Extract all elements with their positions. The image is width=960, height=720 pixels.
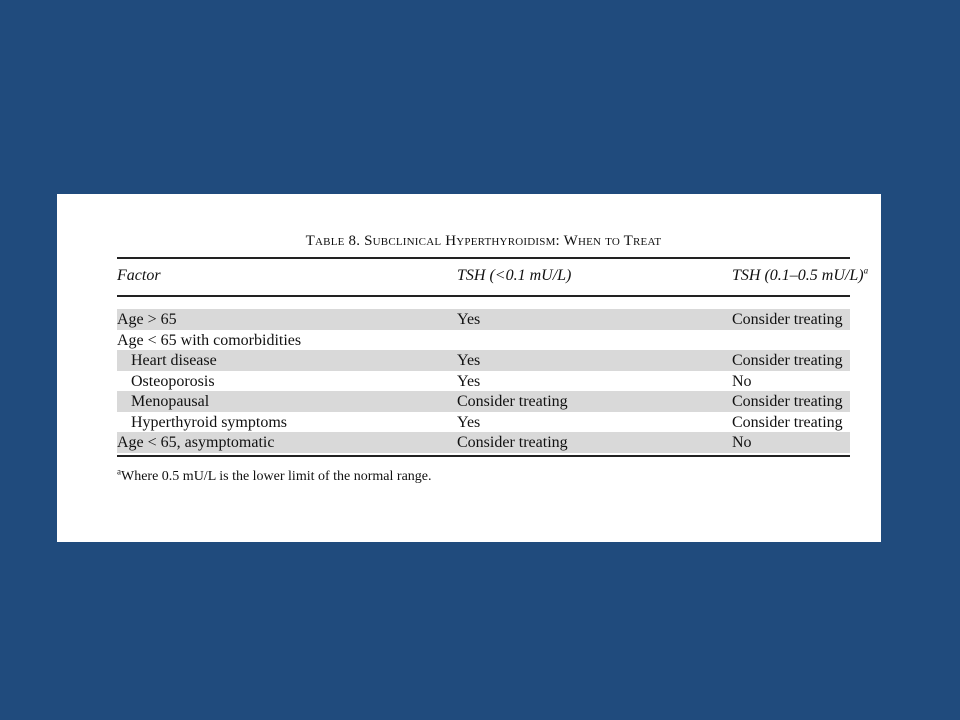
cell-factor: Age < 65, asymptomatic <box>117 434 275 451</box>
table-8 <box>117 230 869 485</box>
table-row <box>117 432 850 453</box>
cell-tsh-mid: Consider treating <box>732 393 843 410</box>
header-tsh-low: TSH (<0.1 mU/L) <box>457 267 572 284</box>
header-factor: Factor <box>117 267 161 284</box>
table-row <box>117 412 850 433</box>
cell-tsh-low: Yes <box>457 352 481 369</box>
cell-tsh-low: Consider treating <box>457 393 568 410</box>
cell-factor: Menopausal <box>131 393 210 410</box>
table-row <box>117 330 850 351</box>
cell-tsh-low: Yes <box>457 372 481 390</box>
cell-tsh-low: Yes <box>457 413 481 431</box>
cell-factor: Osteoporosis <box>131 372 215 390</box>
table-row <box>117 391 850 412</box>
cell-tsh-mid: Consider treating <box>732 311 843 328</box>
cell-tsh-mid: No <box>732 372 752 390</box>
header-tsh-mid <box>732 267 868 285</box>
cell-factor: Age < 65 with comorbidities <box>117 331 302 349</box>
table-row <box>117 371 850 392</box>
header-tsh-mid-label: TSH (0.1–0.5 mU/L) <box>732 267 864 284</box>
table-row <box>117 350 850 371</box>
table-bottom-rule <box>117 455 850 457</box>
cell-tsh-low: Consider treating <box>457 434 568 451</box>
table-body <box>117 297 850 455</box>
cell-tsh-mid: No <box>732 434 752 451</box>
table-footnote <box>117 465 850 485</box>
cell-factor: Age > 65 <box>117 311 177 328</box>
footnote-mark: a <box>117 465 121 476</box>
table-caption <box>117 230 850 252</box>
cell-tsh-mid: Consider treating <box>732 352 843 369</box>
cell-tsh-low: Yes <box>457 311 481 328</box>
slide-content-panel <box>57 194 881 542</box>
header-tsh-mid-footnote-mark: a <box>863 265 869 276</box>
footnote-text: Where 0.5 mU/L is the lower limit of the normal range. <box>121 468 432 484</box>
table-caption-prefix: Table 8. <box>305 233 361 249</box>
table-row <box>117 309 850 330</box>
table-header-row <box>117 259 869 295</box>
cell-factor: Heart disease <box>131 352 217 369</box>
table-caption-title: Subclinical Hyperthyroidism: When to Treat <box>364 233 662 249</box>
cell-factor: Hyperthyroid symptoms <box>131 413 287 431</box>
cell-tsh-mid: Consider treating <box>732 413 843 431</box>
